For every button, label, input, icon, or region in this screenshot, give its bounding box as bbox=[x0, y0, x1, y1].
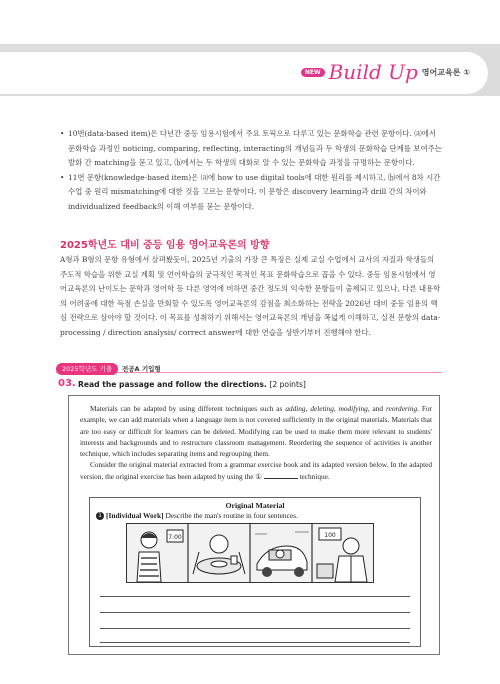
task-number: 1 bbox=[96, 512, 104, 520]
question-type-label: 전공A 기입형 bbox=[122, 365, 161, 373]
passage-text: Materials can be adapted by using different techniques such as bbox=[90, 404, 286, 413]
passage-paragraph bbox=[80, 459, 432, 482]
answer-blank[interactable] bbox=[264, 471, 298, 479]
header-subtitle: 영어교육론 ① bbox=[421, 67, 470, 77]
new-badge: NEW bbox=[301, 68, 325, 77]
passage-text: technique. bbox=[299, 471, 330, 481]
passage-paragraph bbox=[80, 403, 432, 459]
sign-label: 100 bbox=[324, 532, 336, 539]
bullet-item: • 10번(data-based item)은 다년간 중등 임용시험에서 주요 토픽으로 다루고 있는 문화학습 관련 문항이다. ⒜에서 문화학습 과정인 noticing, comparing, reflecting, interacting의 개념들과 두 학생의 문화학습 단계를 보여주는 발화 간 matching을 묻고 있고, ⒝에서는 두 학생의 대화로 알 수 있는 문화학습 과정을 규명하는 문항이다. bbox=[60, 127, 442, 171]
exam-year-badge: 2025학년도 기출 bbox=[56, 363, 118, 375]
bullet-item: • 11번 문항(knowledge-based item)은 ⒜에 how to use digital tools에 대한 원리를 제시하고, ⒝에서 8차 시간 수업 중 원리 mismatching에 대한 것을 고르는 문항이다. 이 문항은 discovery learning과 drill 간의 차이와 individualized feedback의 이해 여부를 묻는 문항이다. bbox=[60, 171, 442, 215]
answer-line[interactable] bbox=[100, 612, 410, 613]
passage-emphasis: adding, deleting, modifying, bbox=[285, 404, 370, 413]
task-instruction bbox=[96, 511, 298, 520]
question-text: Read the passage and follow the directions. bbox=[78, 380, 267, 389]
passage-emphasis: reordering bbox=[386, 404, 418, 413]
section-body: A형과 B형의 문항 유형에서 살펴봤듯이, 2025년 기출의 가장 큰 특징은 실제 교실 수업에서 교사의 자질과 학생들의 주도적 학습을 위한 교실 계획 및 언어학습의 궁극적인 목적인 목표 문화학습으로 꼽을 수 있다. 중등 임용시험에서 영어교육론의 난이도는 문학과 영어학 등 다른 영역에 비하면 중간 정도의 익숙한 문항들이 출제되고 있으나, 다른 내용학의 어려움에 대한 득점 손실을 만회할 수 있도록 영어교육론의 감점을 최소화하는 전략을 2026년 대비 중등 임용의 핵심 전략으로 삼아야 할 것이다. 이 목표를 성취하기 위해서는 영어교육론의 개념을 폭넓게 이해하고, 실전 문항의 data-processing / direction analysis/ correct answer에 대한 연습을 상반기부터 진행해야 한다. bbox=[60, 255, 441, 337]
intro-bullets bbox=[60, 127, 442, 215]
page-header bbox=[301, 60, 470, 84]
answer-line[interactable] bbox=[100, 596, 410, 597]
question-prompt bbox=[78, 380, 306, 389]
clock-label: 7:00 bbox=[168, 534, 182, 541]
passage-text: Consider the original material extracted from a grammar exercise book and its adapted version below. In the adapted version, the original exercise has been adapted by using the ① bbox=[80, 460, 432, 481]
task-text: Describe the man's routine in four sentences. bbox=[165, 511, 298, 520]
passage-text: . For example, we can add materials when a language item is not covered sufficiently in the original materials. Materials that are too easy or difficult for learners can be deleted. Modifying can be used to make them more relevant to students' interests and backgrounds and to restructure classroom management. Reordering the sequence of activities is another technique, which includes separating items and regrouping them. bbox=[80, 404, 432, 459]
original-material-title: Original Material bbox=[225, 501, 285, 510]
comic-illustration bbox=[127, 524, 373, 582]
section-title: 2025학년도 대비 중등 임용 영어교육론의 방향 bbox=[60, 240, 270, 251]
comic-strip bbox=[126, 523, 374, 583]
passage bbox=[80, 403, 432, 482]
header-title: Build Up bbox=[328, 60, 418, 84]
answer-line[interactable] bbox=[100, 642, 410, 643]
answer-line[interactable] bbox=[100, 628, 410, 629]
passage-text: and bbox=[369, 404, 387, 413]
question-points: [2 points] bbox=[269, 380, 306, 389]
question-number: 03. bbox=[58, 378, 76, 389]
task-label: [Individual Work] bbox=[106, 511, 164, 520]
